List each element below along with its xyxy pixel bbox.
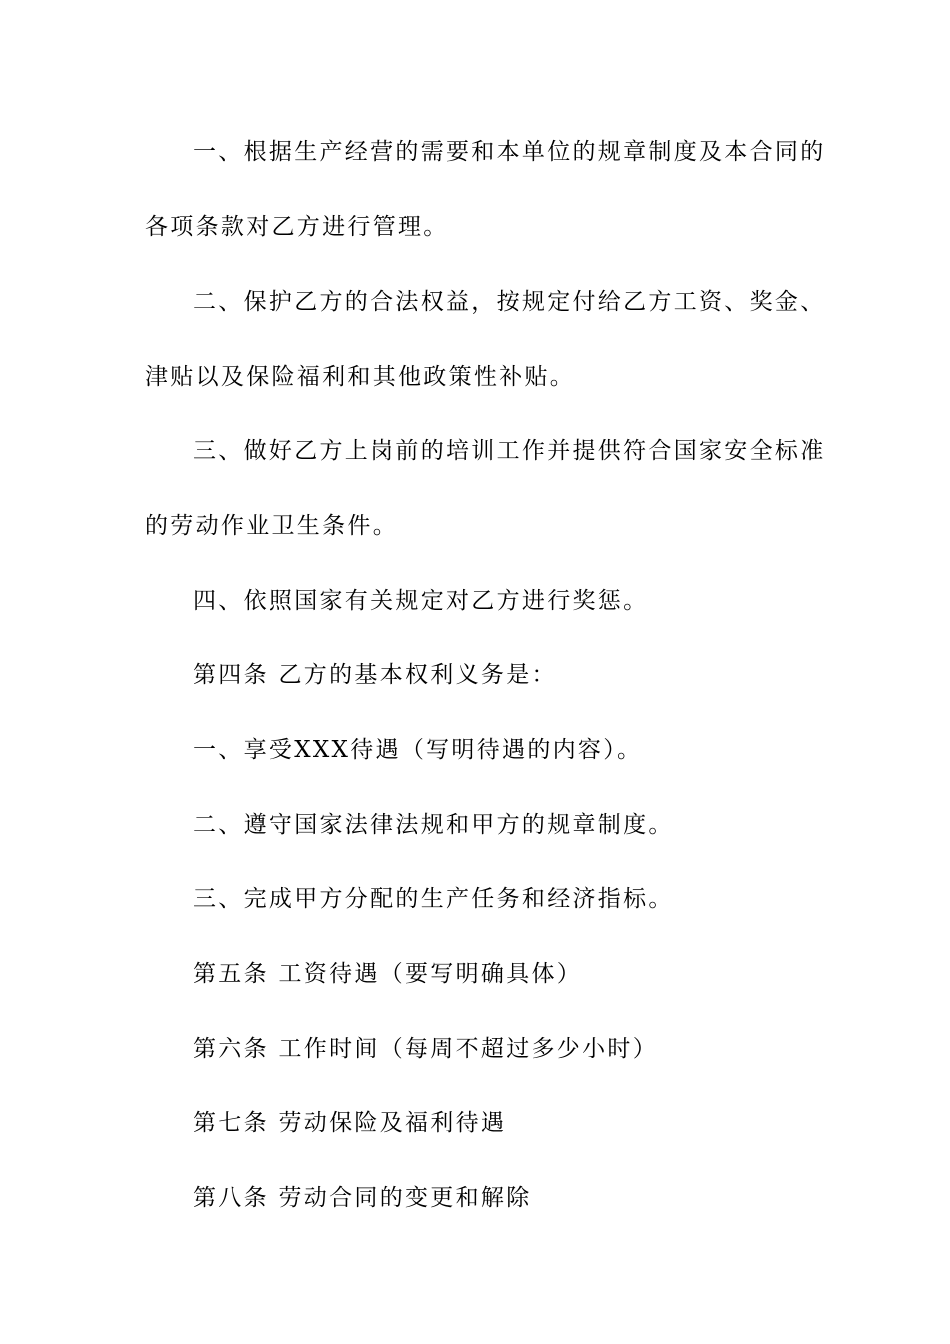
- article-5-heading: 第五条 工资待遇（要写明确具体）: [193, 961, 583, 987]
- paragraph-1-line-2: 各项条款对乙方进行管理。: [145, 214, 449, 240]
- paragraph-2-line-1: 二、保护乙方的合法权益，按规定付给乙方工资、奖金、: [193, 289, 826, 315]
- article-4-item-1: 一、享受XXX待遇（写明待遇的内容）。: [193, 737, 643, 763]
- article-8-heading: 第八条 劳动合同的变更和解除: [193, 1185, 532, 1211]
- article-4-item-3: 三、完成甲方分配的生产任务和经济指标。: [193, 886, 674, 912]
- paragraph-3-line-2: 的劳动作业卫生条件。: [145, 513, 398, 539]
- article-4-heading: 第四条 乙方的基本权利义务是：: [193, 662, 557, 688]
- article-4-item-2: 二、遵守国家法律法规和甲方的规章制度。: [193, 812, 674, 838]
- paragraph-4: 四、依照国家有关规定对乙方进行奖惩。: [193, 588, 649, 614]
- paragraph-2-line-2: 津贴以及保险福利和其他政策性补贴。: [145, 364, 576, 390]
- paragraph-1-line-1: 一、根据生产经营的需要和本单位的规章制度及本合同的: [193, 139, 826, 165]
- article-7-heading: 第七条 劳动保险及福利待遇: [193, 1110, 507, 1136]
- paragraph-3-line-1: 三、做好乙方上岗前的培训工作并提供符合国家安全标准: [193, 438, 826, 464]
- article-6-heading: 第六条 工作时间（每周不超过多少小时）: [193, 1036, 659, 1062]
